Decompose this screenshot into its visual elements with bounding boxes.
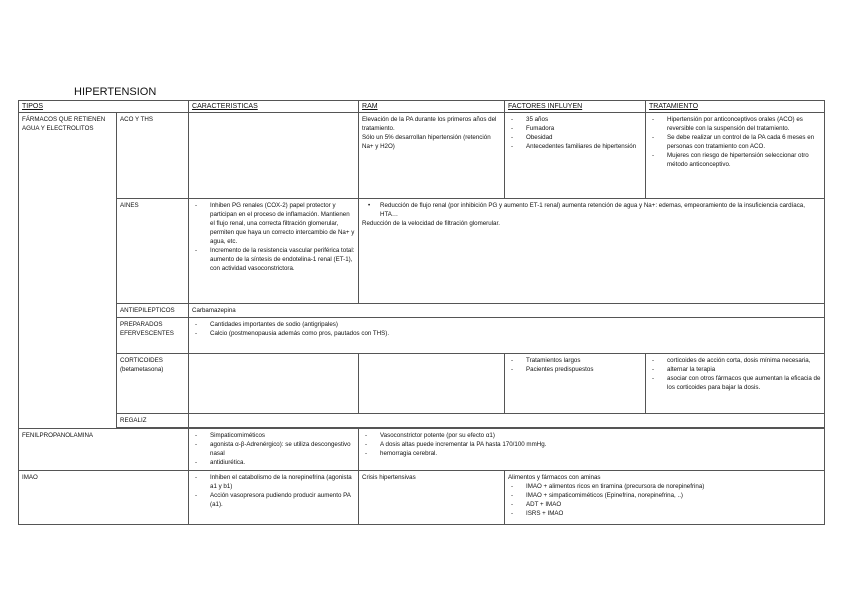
list-item: - Acción vasopresora pudiendo producir aumento PA (a1). [192, 491, 355, 509]
hypertension-table [18, 100, 825, 525]
cell-caracteristicas [189, 429, 359, 471]
table-row [19, 414, 825, 428]
list-item: - ISRS + IMAO [508, 509, 821, 518]
list-item: - ADT + IMAO [508, 500, 821, 509]
cell [189, 354, 359, 414]
cell-factores [505, 354, 646, 414]
cell-factores [505, 113, 646, 199]
list-item: - Pacientes predispuestos [508, 365, 642, 374]
table-row [19, 318, 825, 354]
list-item: - Tratamientos largos [508, 356, 642, 365]
list-item: - 35 años [508, 115, 642, 124]
cell-caracteristicas [189, 199, 359, 304]
table-row [19, 199, 825, 304]
list-item: - Se debe realizar un control de la PA cada 6 meses en personas con tratamiento con ACO. [649, 133, 821, 151]
table-row [19, 354, 825, 414]
cell-value: Carbamazepina [189, 304, 825, 318]
table-row [19, 113, 825, 199]
cell-caracteristicas [189, 318, 825, 354]
header-row [19, 101, 825, 113]
header-ram: RAM [359, 101, 505, 113]
row-name: CORTICOIDES (betametasona) [117, 354, 189, 414]
table-row [19, 471, 825, 525]
list-item: - asociar con otros fármacos que aumentan la eficacia de los corticoides para bajar la dosis. [649, 374, 821, 392]
row-name: ACO Y THS [117, 113, 189, 199]
list-item: - Mujeres con riesgo de hipertensión seleccionar otro método anticonceptivo. [649, 151, 821, 169]
cell [189, 414, 825, 428]
header-caracteristicas: CARACTERISTICAS [189, 101, 359, 113]
list-item: - Obesidad [508, 133, 642, 142]
row-name: AINES [117, 199, 189, 304]
list-item: - antidiurética. [192, 458, 355, 467]
cell-caracteristicas [189, 471, 359, 525]
table-row [19, 429, 825, 471]
group-label: FÁRMACOS QUE RETIENEN AGUA Y ELECTROLITOS [19, 113, 117, 429]
list-item: - Hipertensión por anticonceptivos orales (ACO) es reversible con la suspensión del tratamiento. [649, 115, 821, 133]
cell-tratamiento [646, 113, 825, 199]
header-tipos: TIPOS [19, 101, 189, 113]
list-item: - IMAO + alimentos ricos en tiramina (precursora de norepinefrina) [508, 482, 821, 491]
list-item: - Inhiben PG renales (COX-2) papel protector y participan en el proceso de inflamación. Mantienen el flujo renal, una correcta filtración glomerular, permiten que haya un correcto intercambio de Na+ y agua, etc. [192, 201, 355, 246]
table-row [19, 304, 825, 318]
list-item: - Cantidades importantes de sodio (antigripales) [192, 320, 821, 329]
page-title: HIPERTENSION [74, 86, 157, 98]
cell [359, 354, 505, 414]
list-item: - A dosis altas puede incrementar la PA hasta 170/100 mmHg. [362, 440, 821, 449]
list-item: - Antecedentes familiares de hipertensión [508, 142, 642, 151]
list-item: - Inhiben el catabolismo de la norepinefrina (agonista a1 y b1) [192, 473, 355, 491]
cell-ram: • Reducción de flujo renal (por inhibición PG y aumento ET-1 renal) aumenta retención de agua y Na+: edemas, empeoramiento de la insuficiencia cardíaca, HTA… Reducción de la velocidad de filtración glomerular. [359, 199, 825, 304]
list-item: - Simpaticomiméticos [192, 431, 355, 440]
row-name: FENILPROPANOLAMINA [19, 429, 189, 471]
header-tratamiento: TRATAMIENTO [646, 101, 825, 113]
list-item: - Calcio (postmenopausia además como pros, pautados con THS). [192, 329, 821, 338]
cell-tratamiento [646, 354, 825, 414]
cell [189, 113, 359, 199]
list-item: - alternar la terapia [649, 365, 821, 374]
list-item: - corticoides de acción corta, dosis mínima necesaria, [649, 356, 821, 365]
list-item: - Incremento de la resistencia vascular periférica total: aumento de la síntesis de endotelina-1 renal (ET-1), con actividad vasoconstrictora. [192, 246, 355, 273]
list-item: - Vasoconstrictor potente (por su efecto α1) [362, 431, 821, 440]
cell-factores: Alimentos y fármacos con aminas - IMAO + alimentos ricos en tiramina (precursora de norepinefrina) - IMAO + simpaticomiméticos (Epinefrina, norepinefrina, ..) - ADT + IMAO - ISRS + IMAO [505, 471, 825, 525]
row-name: REGALIZ [117, 414, 189, 428]
row-name: IMAO [19, 471, 189, 525]
list-item: - hemorragia cerebral. [362, 449, 821, 458]
row-name: ANTIEPILEPTICOS [117, 304, 189, 318]
cell-ram [359, 429, 825, 471]
list-item: - agonista α-β-Adrenérgico): se utiliza descongestivo nasal [192, 440, 355, 458]
row-name: PREPARADOS EFERVESCENTES [117, 318, 189, 354]
cell-ram: Crisis hipertensivas [359, 471, 505, 525]
cell-ram: Elevación de la PA durante los primeros años del tratamiento. Sólo un 5% desarrollan hipertensión (retención Na+ y H2O) [359, 113, 505, 199]
header-factores: FACTORES INFLUYEN [505, 101, 646, 113]
list-item: • Reducción de flujo renal (por inhibición PG y aumento ET-1 renal) aumenta retención de agua y Na+: edemas, empeoramiento de la insuficiencia cardíaca, HTA… [362, 201, 821, 219]
list-item: - Fumadora [508, 124, 642, 133]
list-item: - IMAO + simpaticomiméticos (Epinefrina, norepinefrina, ..) [508, 491, 821, 500]
